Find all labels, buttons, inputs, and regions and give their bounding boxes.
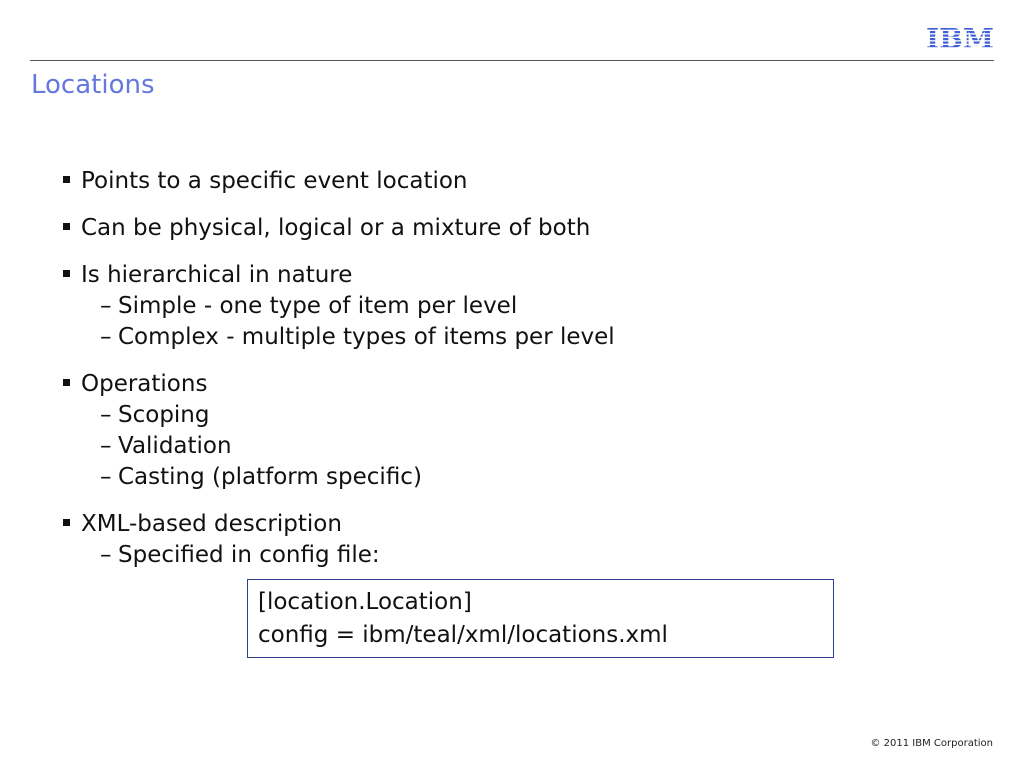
square-bullet-icon <box>62 176 73 185</box>
header-rule <box>30 60 994 61</box>
copyright-footer: © 2011 IBM Corporation <box>870 738 993 749</box>
bullet-item <box>62 166 962 197</box>
square-bullet-icon <box>62 379 73 388</box>
sub-bullet-item <box>62 291 962 322</box>
dash-icon: – <box>100 464 112 490</box>
code-line-config: config = ibm/teal/xml/locations.xml <box>258 622 668 648</box>
bullet-text: Points to a specific event location <box>81 168 468 194</box>
dash-icon: – <box>100 293 112 319</box>
dash-icon: – <box>100 324 112 350</box>
sub-bullet-text: Simple - one type of item per level <box>118 293 518 319</box>
bullet-item <box>62 509 962 571</box>
slide-title: Locations <box>31 70 155 100</box>
bullet-text: Can be physical, logical or a mixture of both <box>81 215 591 241</box>
code-line-section: [location.Location] <box>258 589 472 615</box>
square-bullet-icon <box>62 519 73 528</box>
dash-icon: – <box>100 433 112 459</box>
dash-icon: – <box>100 542 112 568</box>
sub-bullet-text: Complex - multiple types of items per level <box>118 324 615 350</box>
bullet-text: XML-based description <box>81 511 342 537</box>
square-bullet-icon <box>62 223 73 232</box>
sub-bullet-text: Validation <box>118 433 232 459</box>
bullet-list <box>62 166 962 587</box>
square-bullet-icon <box>62 270 73 279</box>
sub-bullet-item <box>62 462 962 493</box>
sub-bullet-item <box>62 431 962 462</box>
ibm-logo <box>926 24 994 52</box>
dash-icon: – <box>100 402 112 428</box>
config-code-box <box>247 579 834 658</box>
sub-bullet-item <box>62 540 962 571</box>
bullet-text: Is hierarchical in nature <box>81 262 353 288</box>
sub-bullet-text: Specified in config file: <box>118 542 380 568</box>
ibm-logo-text: IBM <box>926 24 994 52</box>
bullet-item <box>62 213 962 244</box>
bullet-item <box>62 369 962 493</box>
sub-bullet-item <box>62 322 962 353</box>
sub-bullet-item <box>62 400 962 431</box>
bullet-text: Operations <box>81 371 208 397</box>
sub-bullet-text: Casting (platform specific) <box>118 464 422 490</box>
sub-bullet-text: Scoping <box>118 402 210 428</box>
bullet-item <box>62 260 962 353</box>
